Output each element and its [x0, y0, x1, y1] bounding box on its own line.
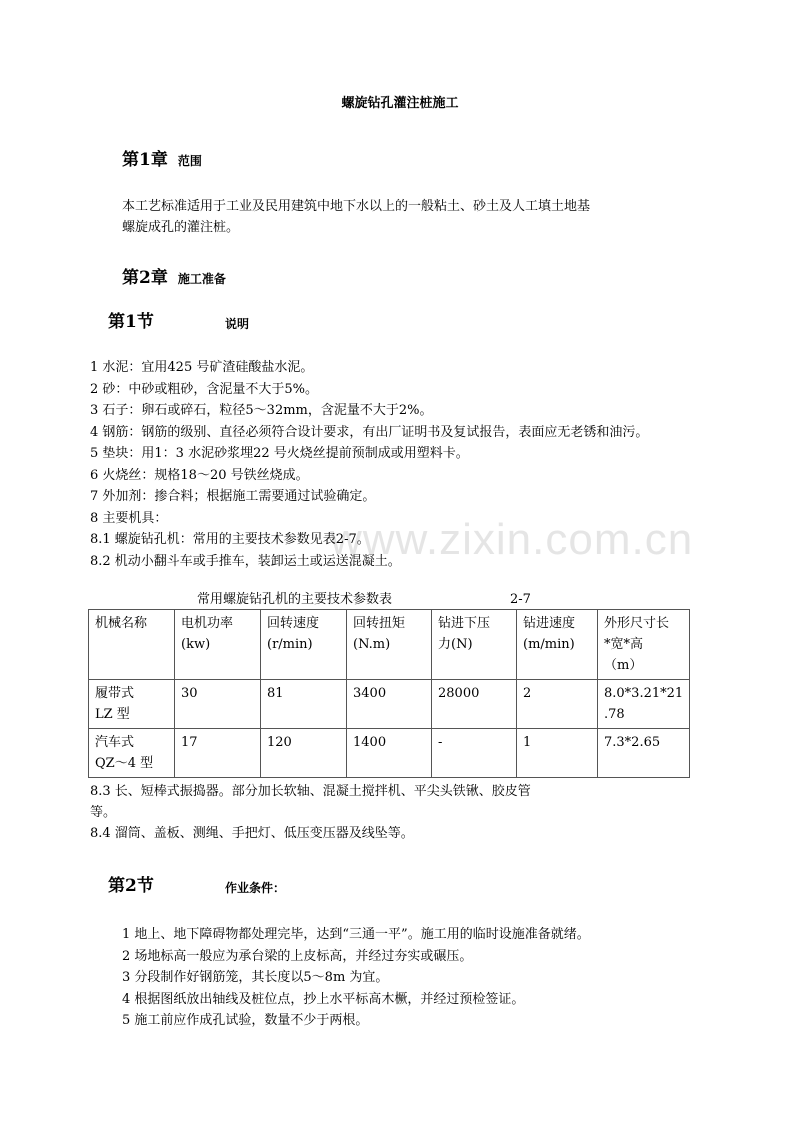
table-cell: 履带式 LZ 型 [89, 680, 175, 729]
section-2-name: 作业条件： [225, 881, 286, 895]
list-item: 1 水泥：宜用425 号矿渣硅酸盐水泥。 [90, 360, 314, 375]
table-cell: 17 [175, 729, 261, 778]
list-item: 7 外加剂：掺合料；根据施工需要通过试验确定。 [90, 489, 376, 504]
list-item: 4 钢筋：钢筋的级别、直径必须符合设计要求，有出厂证明书及复试报告，表面应无老锈和油污。 [90, 424, 649, 440]
chapter-1-heading [122, 150, 202, 171]
list-item: 2 砂：中砂或粗砂，含泥量不大于5%。 [90, 381, 319, 397]
table-cell: 3400 [347, 680, 432, 729]
table-row [89, 680, 690, 729]
list-item: 1 地上、地下障碍物都处理完毕，达到“三通一平”。施工用的临时设施准备就绪。 [122, 927, 590, 942]
list-item: 6 火烧丝：规格18～20 号铁丝烧成。 [90, 467, 309, 483]
section-1-number: 第1节 [108, 312, 154, 332]
parameters-table [88, 609, 690, 778]
table-cell: 30 [175, 680, 261, 729]
paragraph-line: 8.3 长、短棒式振捣器。部分加长软轴、混凝土搅拌机、平尖头铁锹、胶皮管 [90, 784, 531, 799]
list-item: 2 场地标高一般应为承台梁的上皮标高，并经过夯实或碾压。 [122, 948, 473, 964]
table-cell: 8.0*3.21*21 .78 [598, 680, 690, 729]
doc-title: 螺旋钻孔灌注桩施工 [341, 96, 459, 111]
header-cell: 回转扭矩 (N.m) [347, 610, 432, 680]
header-cell: 电机功率 (kw) [175, 610, 261, 680]
paragraph-line: 本工艺标准适用于工业及民用建筑中地下水以上的一般粘土、砂土及人工填土地基 [122, 199, 591, 214]
chapter-2-heading [122, 268, 226, 289]
chapter-number: 第2章 [122, 268, 168, 288]
list-item: 5 垫块：用1：3 水泥砂浆埋22 号火烧丝提前预制成或用塑料卡。 [90, 446, 469, 461]
section-1-name: 说明 [225, 317, 250, 331]
list-item: 5 施工前应作成孔试验，数量不少于两根。 [122, 1013, 369, 1028]
section-2-number: 第2节 [108, 876, 154, 896]
chapter-number: 第1章 [122, 150, 168, 170]
table-cell: 2 [517, 680, 598, 729]
table-cell: 120 [261, 729, 347, 778]
list-item: 8.1 螺旋钻孔机：常用的主要技术参数见表2-7。 [90, 532, 370, 547]
header-cell: 机械名称 [89, 610, 175, 680]
list-item: 8.2 机动小翻斗车或手推车，装卸运土或运送混凝土。 [90, 553, 401, 569]
paragraph-line: 螺旋成孔的灌注桩。 [122, 220, 240, 235]
list-item: 3 分段制作好钢筋笼，其长度以5～8m 为宜。 [122, 970, 389, 985]
list-item: 8 主要机具： [90, 510, 168, 526]
paragraph-line: 8.4 溜筒、盖板、测绳、手把灯、低压变压器及线坠等。 [90, 826, 414, 841]
table-cell: 汽车式 QZ～4 型 [89, 729, 175, 778]
table-cell: 81 [261, 680, 347, 729]
table-cell: 1 [517, 729, 598, 778]
paragraph-line: 等。 [90, 805, 117, 820]
header-cell: 回转速度 (r/min) [261, 610, 347, 680]
table-cell: 28000 [432, 680, 517, 729]
header-cell: 钻进速度 (m/min) [517, 610, 598, 680]
table-cell: - [432, 729, 517, 778]
table-cell: 1400 [347, 729, 432, 778]
chapter-name: 施工准备 [177, 272, 226, 286]
table-caption: 常用螺旋钻孔机的主要技术参数表 [197, 592, 393, 607]
list-item: 4 根据图纸放出轴线及桩位点，抄上水平标高木橛，并经过预检签证。 [122, 991, 525, 1007]
table-cell: 7.3*2.65 [598, 729, 690, 778]
header-cell: 外形尺寸长 *宽*高 （m） [598, 610, 690, 680]
chapter-name: 范围 [177, 154, 202, 168]
header-cell: 钻进下压 力(N) [432, 610, 517, 680]
watermark: www.zixin.com.cn [330, 515, 694, 564]
table-row [89, 729, 690, 778]
table-number: 2-7 [510, 592, 531, 607]
list-item: 3 石子：卵石或碎石，粒径5～32mm，含泥量不大于2%。 [90, 403, 433, 418]
table-header-row [89, 610, 690, 680]
